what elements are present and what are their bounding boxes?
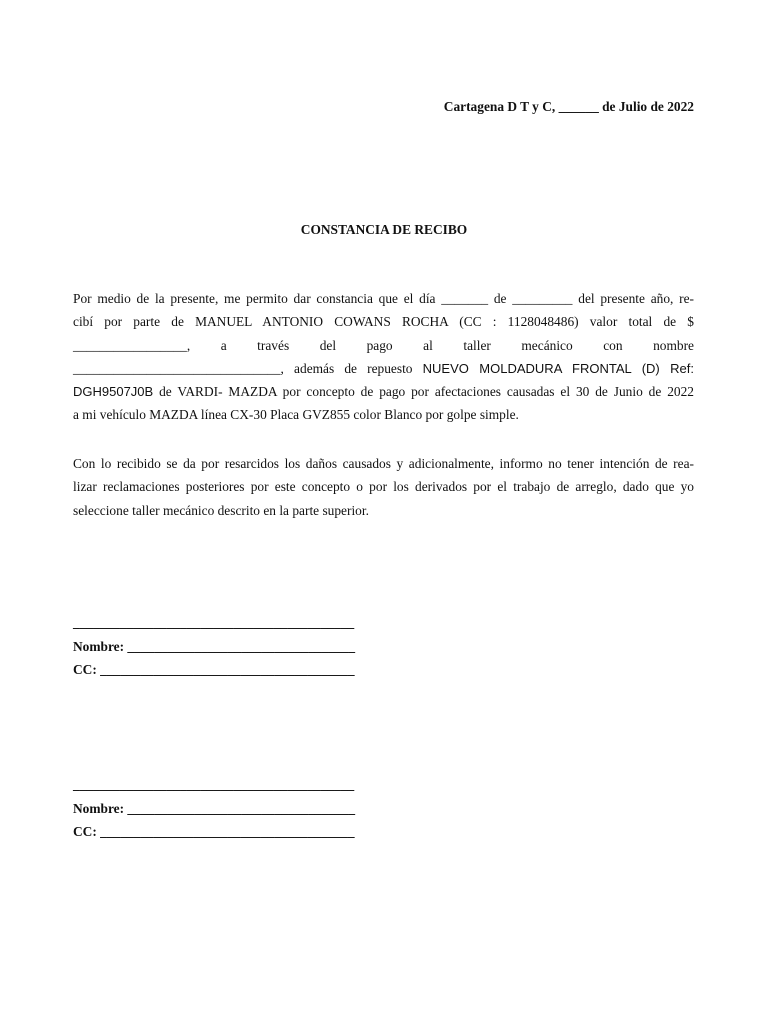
signature-cc-field: CC: ______________________________________ [73,824,355,839]
paragraph-line: lizar reclamaciones posteriores por este concepto o por los derivados por el trabajo de arreglo, dado que yo [73,479,694,495]
signature-cc-field: CC: ______________________________________ [73,662,355,677]
part-description: NUEVO MOLDADURA FRONTAL (D) Ref: [422,360,694,376]
date-line: Cartagena D T y C, ______ de Julio de 2022 [443,99,694,114]
paragraph-declaration [73,452,694,522]
paragraph-line [73,357,694,380]
paragraph-line: a mi vehículo MAZDA línea CX-30 Placa GVZ855 color Blanco por golpe simple. [73,407,519,423]
document-title: CONSTANCIA DE RECIBO [300,222,468,237]
signature-line: __________________________________________ [73,615,355,630]
paragraph-fragment: de VARDI- MAZDA por concepto de pago por afectaciones causadas el 30 de Junio de 2022 [153,384,694,400]
signature-line: __________________________________________ [73,777,355,792]
paragraph-receipt [73,287,694,427]
signature-block-1 [73,611,355,682]
signature-name-field: Nombre: __________________________________ [73,638,356,654]
paragraph-line: Con lo recibido se da por resarcidos los daños causados y adicionalmente, informo no tener intención de rea- [73,456,694,471]
paragraph-line: cibí por parte de MANUEL ANTONIO COWANS ROCHA (CC : 1128048486) valor total de $ [73,314,694,330]
signature-name-field: Nombre: __________________________________ [73,800,356,816]
paragraph-line: _________________, a través del pago al taller mecánico con nombre [73,337,694,353]
paragraph-line: seleccione taller mecánico descrito en la parte superior. [73,502,369,518]
paragraph-line [73,380,694,403]
signature-block-2 [73,773,355,844]
part-reference: DGH9507J0B [73,384,154,400]
paragraph-fragment: _______________________________, además de repuesto [73,360,423,376]
paragraph-line: Por medio de la presente, me permito dar constancia que el día _______ de _________ del presente año, re- [73,291,694,306]
